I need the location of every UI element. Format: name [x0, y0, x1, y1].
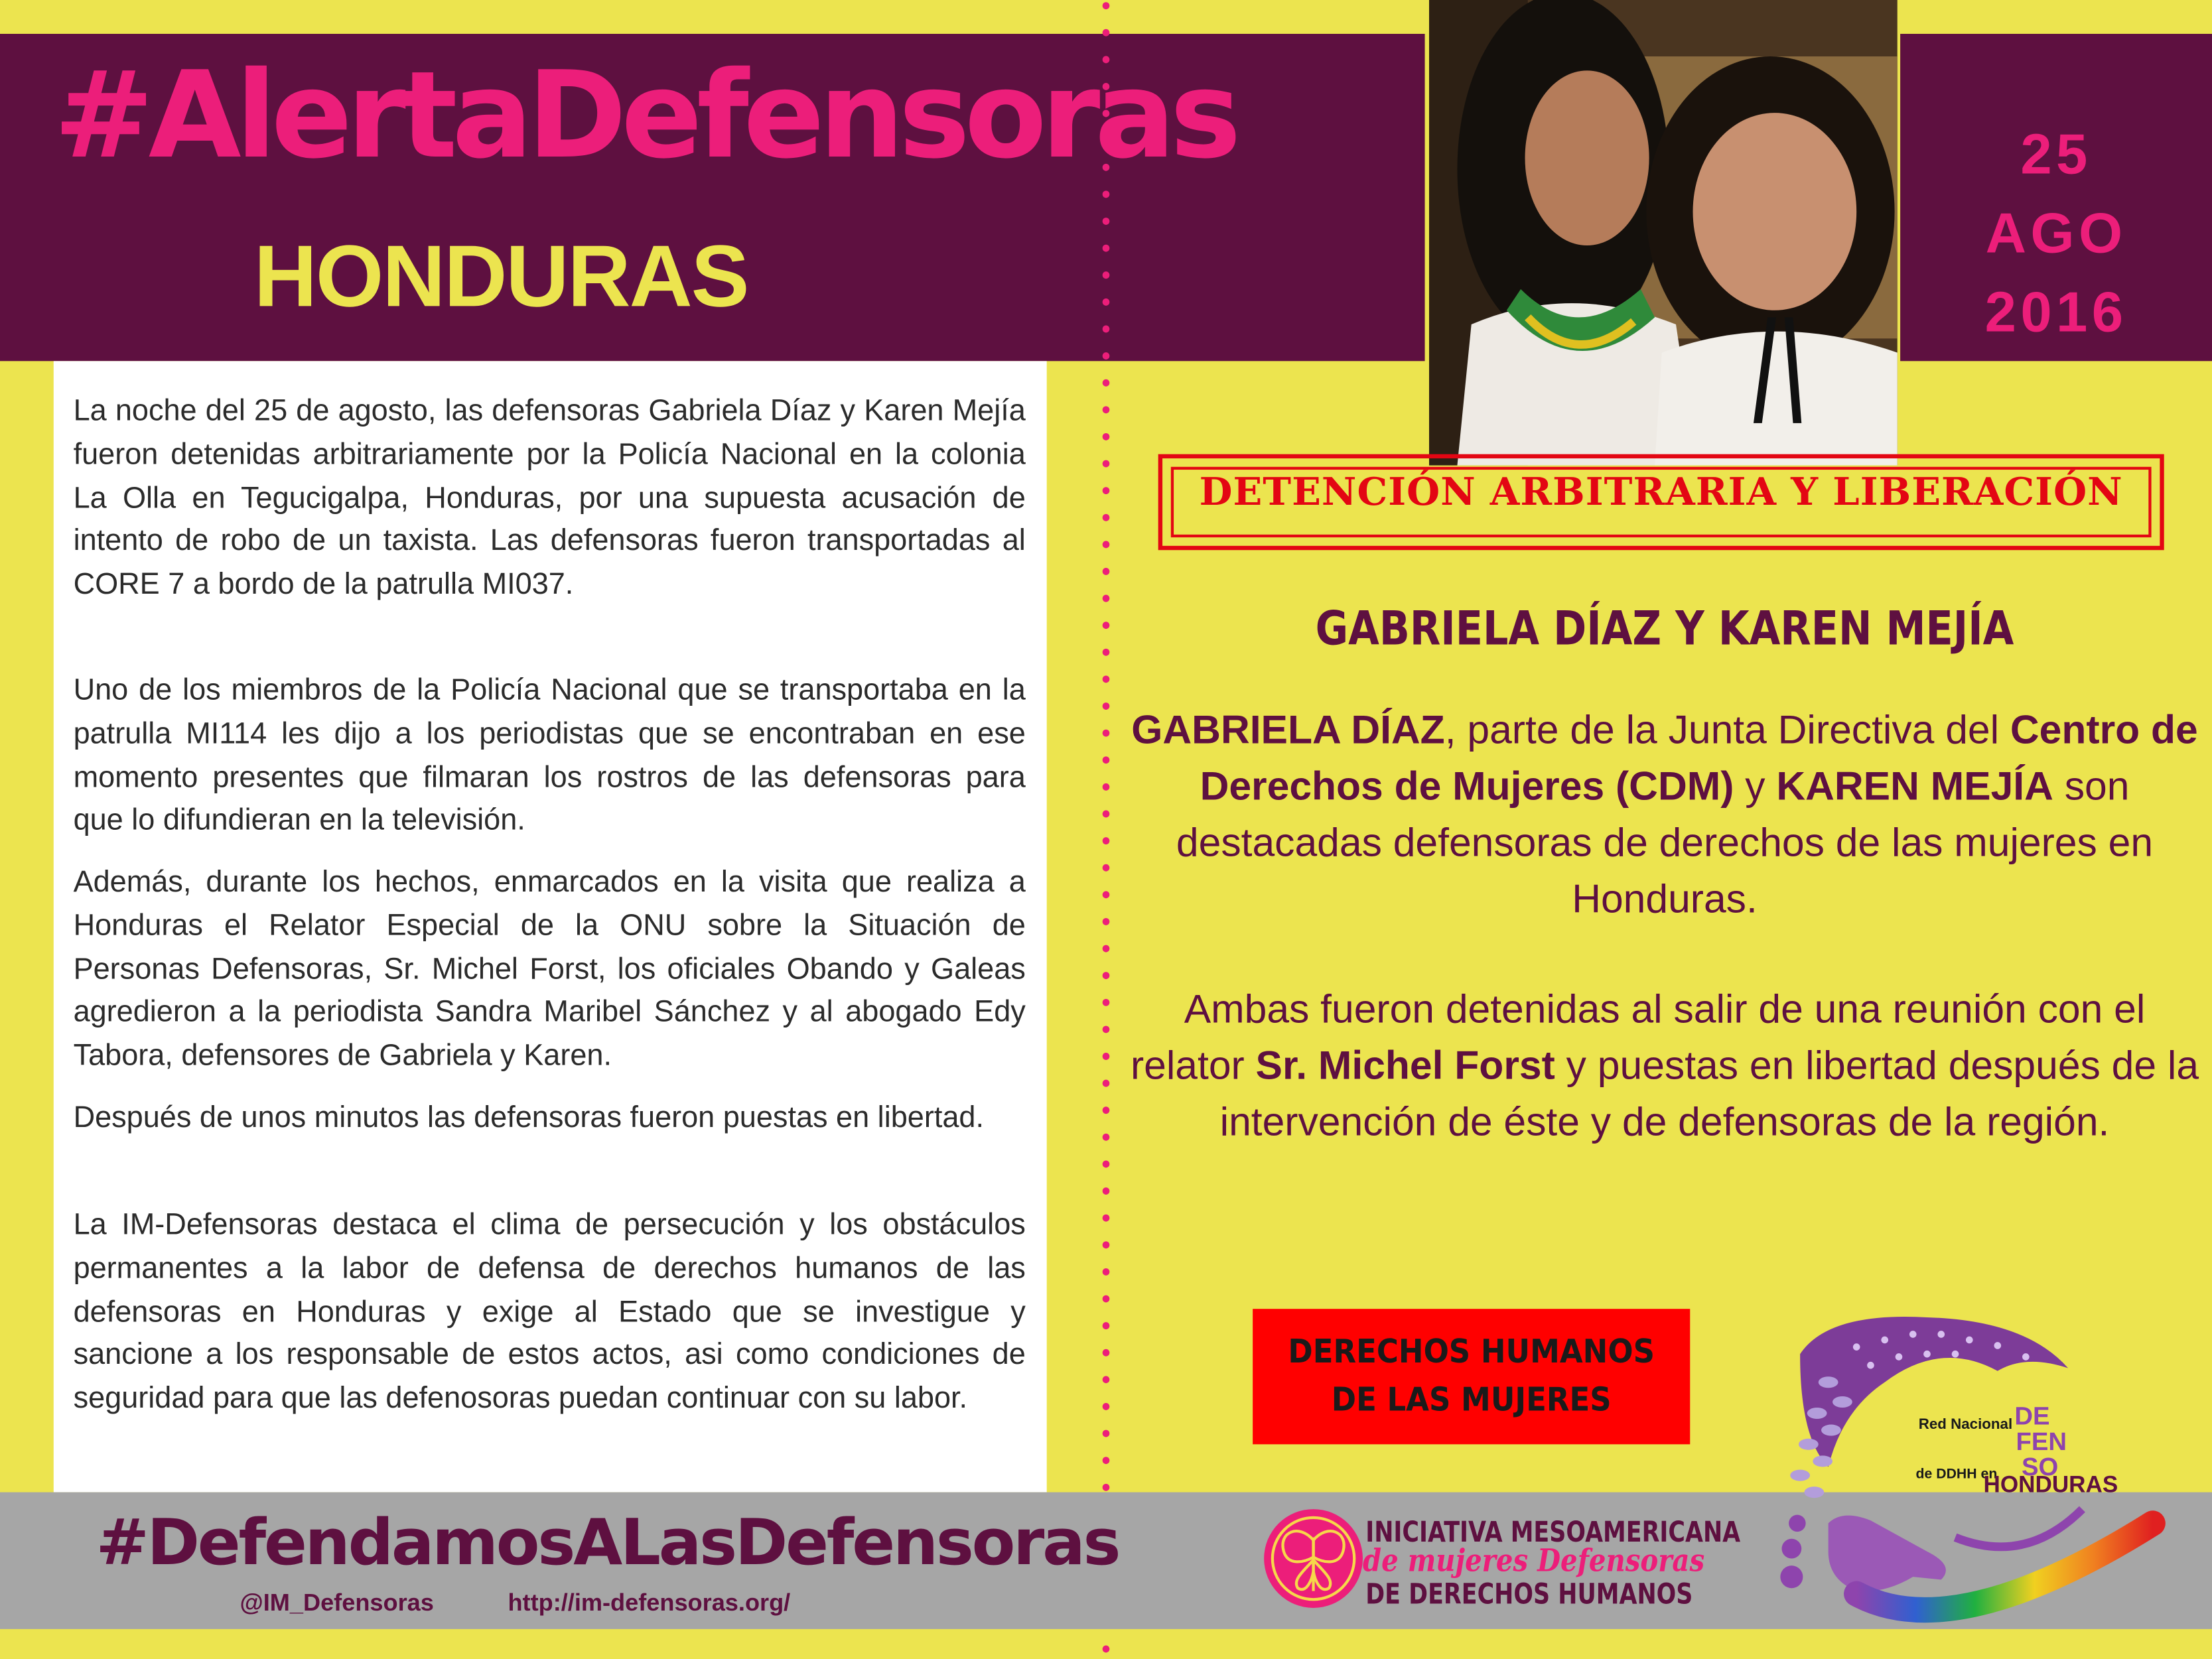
date-year: 2016 — [1984, 282, 2128, 344]
profile-name-karen: KAREN MEJÍA — [1776, 764, 2053, 810]
date-month: AGO — [1985, 203, 2127, 265]
im-logo-line-2: de mujeres Defensoras — [1362, 1543, 1705, 1580]
red-nacional-de: DE — [2014, 1402, 2050, 1431]
detention-relator: Sr. Michel Forst — [1255, 1043, 1555, 1089]
im-logo-line-1: INICIATIVA MESOAMERICANA — [1365, 1514, 1741, 1549]
profile-paragraph — [1129, 702, 2201, 928]
paragraph-5: La IM-Defensoras destaca el clima de persecución y los obstáculos permanentes a la labor de defensa de derechos humanos de las defensoras en Honduras y exige al Estado que se investigue y sancione a los responsable de estos actos, asi como condiciones de seguridad para que las defenosoras puedan continuar con su labor. — [73, 1209, 1026, 1416]
paragraph-1: La noche del 25 de agosto, las defensoras Gabriela Díaz y Karen Mejía fueron detenidas arbitrariamente por la Policía Nacional en la colonia La Olla en Tegucigalpa, Honduras, por una supuesta acusación de intento de robo de un taxista. Las defensoras fueron transportadas al CORE 7 a bordo de la patrulla MI037. — [73, 395, 1026, 602]
red-nacional-sublabel: de DDHH en — [1915, 1467, 1998, 1483]
paragraph-4: Después de unos minutos las defensoras fueron puestas en libertad. — [73, 1101, 984, 1134]
names-heading: GABRIELA DÍAZ Y KAREN MEJÍA — [1315, 600, 2014, 656]
profile-text-3: son destacadas defensoras de derechos de las mujeres en Honduras. — [1176, 764, 2154, 923]
detention-text-1: Ambas fueron detenidas al salir de una reunión con el relator — [1130, 987, 2146, 1089]
detention-paragraph — [1129, 982, 2201, 1151]
footer-hashtag: #DefendamosALasDefensoras — [96, 1504, 1119, 1580]
rights-badge-line-1: DERECHOS HUMANOS — [1288, 1334, 1655, 1371]
rights-badge-text — [1271, 1329, 1673, 1425]
date-block — [1900, 34, 2212, 361]
paragraph-3: Además, durante los hechos, enmarcados en la visita que realiza a Honduras el Relator Especial de la ONU sobre la Situación de Personas Defensoras, Sr. Michel Forst, los oficiales Obando y Galeas agredieron a la periodista Sandra Maribel Sánchez y al abogado Edy Tabora, defensores de Gabriela y Karen. — [73, 866, 1026, 1073]
hashtag-title: #AlertaDefensoras — [53, 46, 1236, 186]
profile-name-gabriela: GABRIELA DÍAZ — [1131, 708, 1445, 754]
paragraph-2: Uno de los miembros de la Policía Nacional que se transportaba en la patrulla MI114 les dijo a los periodistas que se encontraban en ese momento presentes que filmaran los rostros de las defensoras para que lo difundieran en la televisión. — [73, 674, 1026, 837]
red-nacional-fen: FEN — [2016, 1427, 2067, 1456]
im-defensoras-logo — [1264, 1509, 1363, 1608]
butterfly-icon — [1264, 1509, 1363, 1608]
red-nacional-label: Red Nacional — [1918, 1416, 2013, 1433]
rights-badge — [1253, 1309, 1690, 1444]
stamp-text: DETENCIÓN ARBITRARIA Y LIBERACIÓN — [1199, 471, 2123, 515]
profile-org: Centro de Derechos de Mujeres (CDM) — [1200, 708, 2198, 810]
im-logo-line-3: DE DERECHOS HUMANOS — [1365, 1577, 1693, 1611]
detention-stamp — [1158, 454, 2164, 551]
twitter-handle[interactable]: @IM_Defensoras — [240, 1589, 434, 1617]
website-link[interactable]: http://im-defensoras.org/ — [508, 1589, 791, 1617]
date-day: 25 — [2020, 124, 2092, 186]
profile-text-2: y — [1734, 764, 1777, 810]
red-nacional-so: SO — [2021, 1453, 2059, 1481]
profile-text-1: , parte de la Junta Directiva del — [1444, 708, 2010, 754]
photo — [1429, 0, 1898, 466]
rights-badge-line-2: DE LAS MUJERES — [1331, 1382, 1612, 1420]
country-title: HONDURAS — [253, 228, 748, 326]
detention-text-2: y puestas en libertad después de la intervención de éste y de defensoras de la región. — [1219, 1043, 2199, 1146]
red-nacional-honduras: HONDURAS — [1983, 1472, 2118, 1498]
dotted-divider — [1099, 0, 1113, 1659]
